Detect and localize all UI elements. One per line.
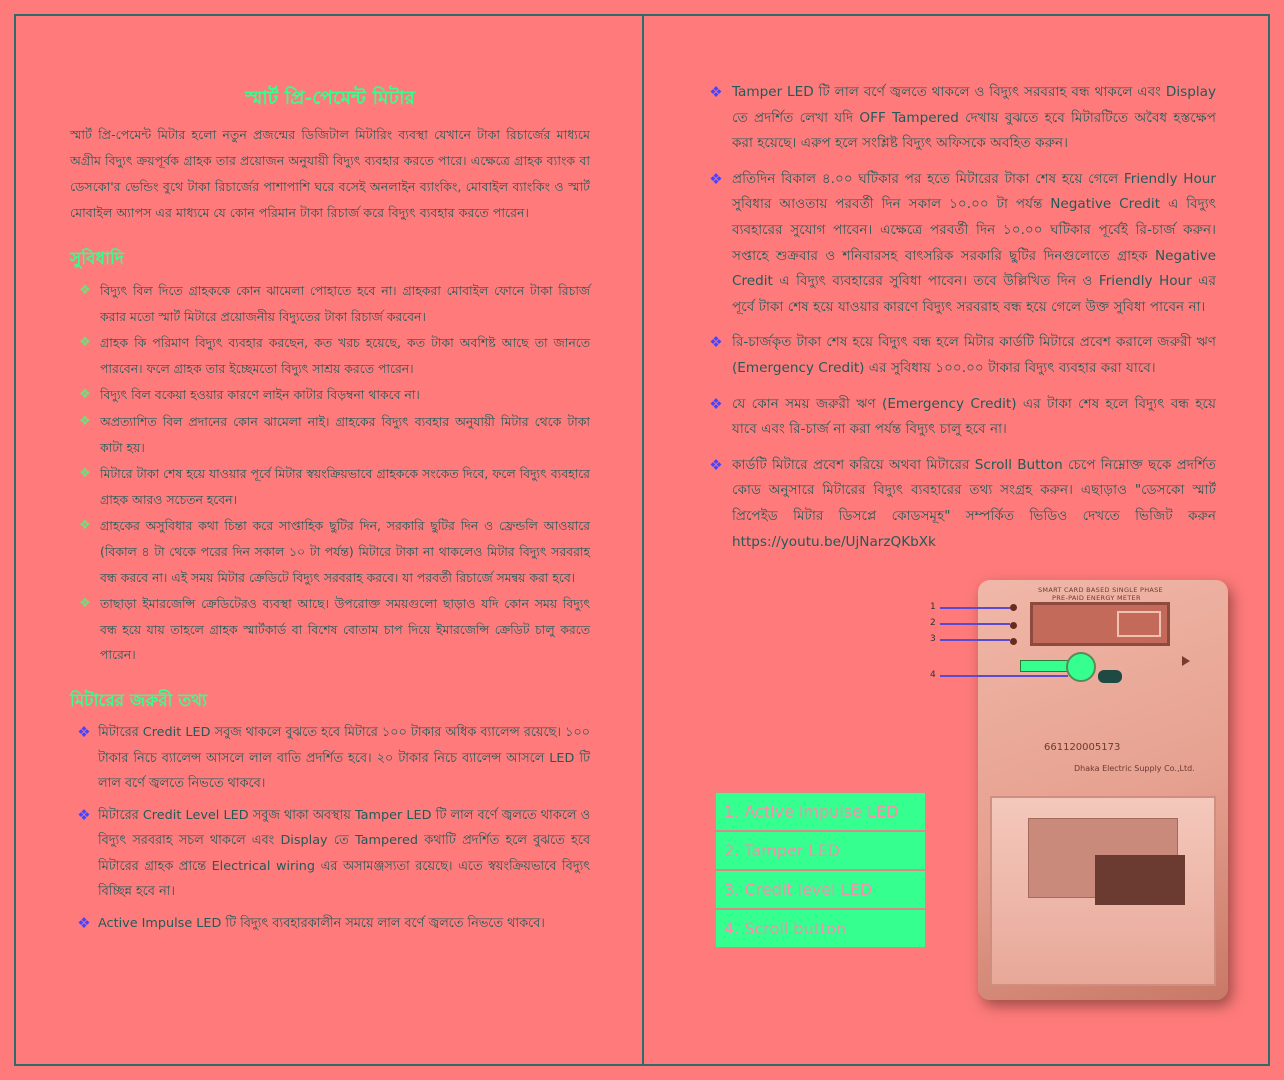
diamond-bullet-icon: ❖ xyxy=(77,805,91,824)
benefits-heading: সুবিধাদি xyxy=(70,249,124,269)
list-item: ❖ Active Impulse LED টি বিদ্যুৎ ব্যবহারকালীন সময়ে লাল বর্ণে জ্বলতে নিভতে থাকবে। xyxy=(70,911,590,937)
terminal-block xyxy=(1028,818,1178,898)
card-slot-icon xyxy=(1098,670,1122,683)
callout-3: 3 xyxy=(930,634,936,644)
meter-company: Dhaka Electric Supply Co.,Ltd. xyxy=(1074,764,1195,773)
meter-digits xyxy=(1117,611,1161,637)
meter-legend xyxy=(715,792,926,948)
callout-1: 1 xyxy=(930,602,936,612)
diamond-bullet-icon: ❖ xyxy=(709,169,723,188)
list-item: ❖ রি-চার্জকৃত টাকা শেষ হয়ে বিদ্যুৎ বন্ধ হলে মিটার কার্ডটি মিটারে প্রবেশ করালে জরুরী ঋণ (Emergency Credit) এর সুবিধায় ১০০.০০ টাকার বিদ্যুৎ ব্যবহার করা যাবে। xyxy=(700,330,1216,381)
diamond-bullet-icon: ❖ xyxy=(77,722,91,741)
list-item: ❖ মিটারের Credit LED সবুজ থাকলে বুঝতে হবে মিটারে ১০০ টাকার অধিক ব্যালেন্স রয়েছে। ১০০ টাকার নিচে ব্যালেন্স আসলে লাল বাতি প্রদর্শিত হবে। ২০ টাকার নিচে ব্যালেন্স আসলে LED টি লাল বর্ণে জ্বলতে নিভতে থাকবে। xyxy=(70,720,590,797)
diamond-bullet-icon: ❖ xyxy=(79,518,91,534)
legend-item-credit-level: 3. Credit level LED xyxy=(715,870,926,909)
callout-line-4 xyxy=(940,675,1068,677)
diamond-bullet-icon: ❖ xyxy=(79,413,91,429)
prepaid-meter-image xyxy=(978,580,1228,1000)
list-item: ❖ বিদ্যুৎ বিল বকেয়া হওয়ার কারণে লাইন কাটার বিড়ম্বনা থাকবে না। xyxy=(70,382,590,408)
diamond-bullet-icon: ❖ xyxy=(709,455,723,474)
meter-header-text: SMART CARD BASED SINGLE PHASE xyxy=(1038,586,1163,594)
diamond-bullet-icon: ❖ xyxy=(79,387,91,403)
list-item: ❖ বিদ্যুৎ বিল দিতে গ্রাহককে কোন ঝামেলা পোহাতে হবে না। গ্রাহকরা মোবাইল ফোনে টাকা রিচার্জ করার মতো স্মার্ট মিটারে প্রয়োজনীয় বিদ্যুতের টাকা রিচার্জ করবেন। xyxy=(70,278,590,329)
list-item: ❖ গ্রাহকের অসুবিধার কথা চিন্তা করে সাপ্তাহিক ছুটির দিন, সরকারি ছুটির দিন ও ফ্রেন্ডলি আওয়ারে (বিকাল ৪ টা থেকে পরের দিন সকাল ১০ টা পর্যন্ত) মিটারে টাকা না থাকলেও মিটার বিদ্যুৎ সরবরাহ বন্ধ করবে না। এই সময় মিটার ক্রেডিটে বিদ্যুৎ সরবরাহ করবে। যা পরবর্তী রিচার্জে সমন্বয় করা হবে। xyxy=(70,513,590,590)
list-item: ❖ কার্ডটি মিটারে প্রবেশ করিয়ে অথবা মিটারের Scroll Button চেপে নিম্নোক্ত ছকে প্রদর্শিত কোড অনুসারে মিটারের বিদ্যুৎ ব্যবহারের তথ্য সংগ্রহ করুন। এছাড়াও "ডেসকো স্মার্ট প্রিপেইড মিটার ডিসপ্লে কোডসমূহ" সম্পর্কিত ভিডিও দেখতে ভিজিট করুন https://youtu.be/UjNarzQKbXk xyxy=(700,453,1216,555)
left-panel xyxy=(70,84,590,943)
diamond-bullet-icon: ❖ xyxy=(79,466,91,482)
list-item: ❖ অপ্রত্যাশিত বিল প্রদানের কোন ঝামেলা নাই। গ্রাহকের বিদ্যুৎ ব্যবহার অনুযায়ী মিটার থেকে টাকা কাটা হয়। xyxy=(70,409,590,460)
list-item: ❖ গ্রাহক কি পরিমাণ বিদ্যুৎ ব্যবহার করছেন, কত খরচ হয়েছে, কত টাকা অবশিষ্ট আছে তা জানতে পারবেন। ফলে গ্রাহক তার ইচ্ছেমতো বিদ্যুৎ সাশ্রয় করতে পারেন। xyxy=(70,330,590,381)
active-impulse-led-icon xyxy=(1010,604,1017,611)
meter-subheader-text: PRE-PAID ENERGY METER xyxy=(1052,594,1141,602)
benefits-list xyxy=(70,278,590,668)
right-info-list xyxy=(700,80,1216,555)
list-item: ❖ তাছাড়া ইমারজেন্সি ক্রেডিটেরও ব্যবস্থা আছে। উপরোক্ত সময়গুলো ছাড়াও যদি কোন সময় বিদ্যুৎ বন্ধ হয়ে যায় তাহলে গ্রাহক স্মার্টকার্ড বা বিশেষ বোতাম চাপ দিয়ে ইমারজেন্সি ক্রেডিট চালু করতে পারেন। xyxy=(70,591,590,668)
info-list xyxy=(70,720,590,937)
credit-level-led-icon xyxy=(1010,638,1017,645)
diamond-bullet-icon: ❖ xyxy=(79,596,91,612)
list-item: ❖ প্রতিদিন বিকাল ৪.০০ ঘটিকার পর হতে মিটারের টাকা শেষ হয়ে গেলে Friendly Hour সুবিধার আওতায় পরবর্তী দিন সকাল ১০.০০ টা পর্যন্ত Negative Credit এ বিদ্যুৎ ব্যবহারের সুযোগ পাবেন। এক্ষেত্রে পরবর্তী দিন ১০.০০ ঘটিকার পূর্বেই রি-চার্জ করুন। সপ্তাহে শুক্রবার ও শনিবারসহ বাৎসরিক সরকারি ছুটির দিনগুলোতে গ্রাহক Negative Credit এ বিদ্যুৎ ব্যবহারের সুবিধা পাবেন। তবে উল্লিখিত দিন ও Friendly Hour এর পূর্বে টাকা শেষ হয়ে যাওয়ার কারণে বিদ্যুৎ সরবরাহ বন্ধ হয়ে গেলে উক্ত সুবিধা পাবেন না। xyxy=(700,167,1216,321)
tamper-led-icon xyxy=(1010,622,1017,629)
callout-line-2 xyxy=(940,623,1010,625)
diamond-bullet-icon: ❖ xyxy=(709,394,723,413)
legend-item-tamper: 2. Tamper LED xyxy=(715,831,926,870)
legend-item-active-impulse: 1. Active impulse LED xyxy=(715,792,926,831)
callout-line-1 xyxy=(940,607,1010,609)
terminal-screws xyxy=(1095,855,1185,905)
intro-paragraph: স্মার্ট প্রি-পেমেন্ট মিটার হলো নতুন প্রজন্মের ডিজিটাল মিটারিং ব্যবস্থা যেখানে টাকা রিচার্জের মাধ্যমে অগ্রীম বিদ্যুৎ ক্রয়পূর্বক গ্রাহক তার প্রয়োজন অনুযায়ী বিদ্যুৎ ব্যবহার করতে পারে। এক্ষেত্রে গ্রাহক ব্যাংক বা ডেসকো'র ভেন্ডিং বুথে টাকা রিচার্জের পাশাপাশি ঘরে বসেই অনলাইন ব্যাংকিং, মোবাইল ব্যাংকিং ও স্মার্ট মোবাইল অ্যাপস এর মাধ্যমে যে কোন পরিমান টাকা রিচার্জ করে বিদ্যুৎ ব্যবহার করতে পারেন। xyxy=(70,127,590,220)
callout-2: 2 xyxy=(930,618,936,628)
list-item: ❖ Tamper LED টি লাল বর্ণে জ্বলতে থাকলে ও বিদ্যুৎ সরবরাহ বন্ধ থাকলে এবং Display তে প্রদর্শিত লেখা যদি OFF Tampered দেখায় বুঝতে হবে মিটারটিতে অবৈধ হস্তক্ষেপ করা হয়েছে। এরুপ হলে সংশ্লিষ্ট বিদ্যুৎ অফিসকে অবহিত করুন। xyxy=(700,80,1216,157)
meter-serial: 661120005173 xyxy=(1044,742,1121,753)
info-heading: মিটারের জরুরী তথ্য xyxy=(70,690,208,711)
fold-divider xyxy=(642,14,644,1066)
meter-terminal-cover xyxy=(990,796,1216,986)
diamond-bullet-icon: ❖ xyxy=(77,914,91,933)
diamond-bullet-icon: ❖ xyxy=(79,283,91,298)
right-panel xyxy=(700,80,1216,565)
arrow-right-icon xyxy=(1182,656,1190,666)
meter-display xyxy=(1030,602,1170,646)
legend-item-scroll-button: 4. Scroll button xyxy=(715,909,926,948)
page-title: স্মার্ট প্রি-পেমেন্ট মিটার xyxy=(245,87,415,109)
list-item: ❖ মিটারে টাকা শেষ হয়ে যাওয়ার পূর্বে মিটার স্বয়ংক্রিয়ভাবে গ্রাহককে সংকেত দিবে, ফলে বিদ্যুৎ ব্যবহারে গ্রাহক আরও সচেতন হবেন। xyxy=(70,461,590,512)
diamond-bullet-icon: ❖ xyxy=(709,333,723,352)
list-item: ❖ যে কোন সময় জরুরী ঋণ (Emergency Credit) এর টাকা শেষ হলে বিদ্যুৎ বন্ধ হয়ে যাবে এবং রি-চার্জ না করা পর্যন্ত বিদ্যুৎ চালু হবে না। xyxy=(700,392,1216,443)
callout-4: 4 xyxy=(930,670,936,680)
list-item: ❖ মিটারের Credit Level LED সবুজ থাকা অবস্থায় Tamper LED টি লাল বর্ণে জ্বলতে থাকলে ও বিদ্যুৎ সরবরাহ সচল থাকলে এবং Display তে Tampered কথাটি প্রদর্শিত হলে বুঝতে হবে মিটারের গ্রাহক প্রান্তে Electrical wiring এর অসামঞ্জস্যতা রয়েছে। এতে স্বয়ংক্রিয়ভাবে বিদ্যুৎ বিচ্ছিন্ন হবে না। xyxy=(70,803,590,905)
diamond-bullet-icon: ❖ xyxy=(709,83,723,101)
diamond-bullet-icon: ❖ xyxy=(79,335,91,351)
scroll-button xyxy=(1066,652,1096,682)
callout-line-3 xyxy=(940,639,1010,641)
